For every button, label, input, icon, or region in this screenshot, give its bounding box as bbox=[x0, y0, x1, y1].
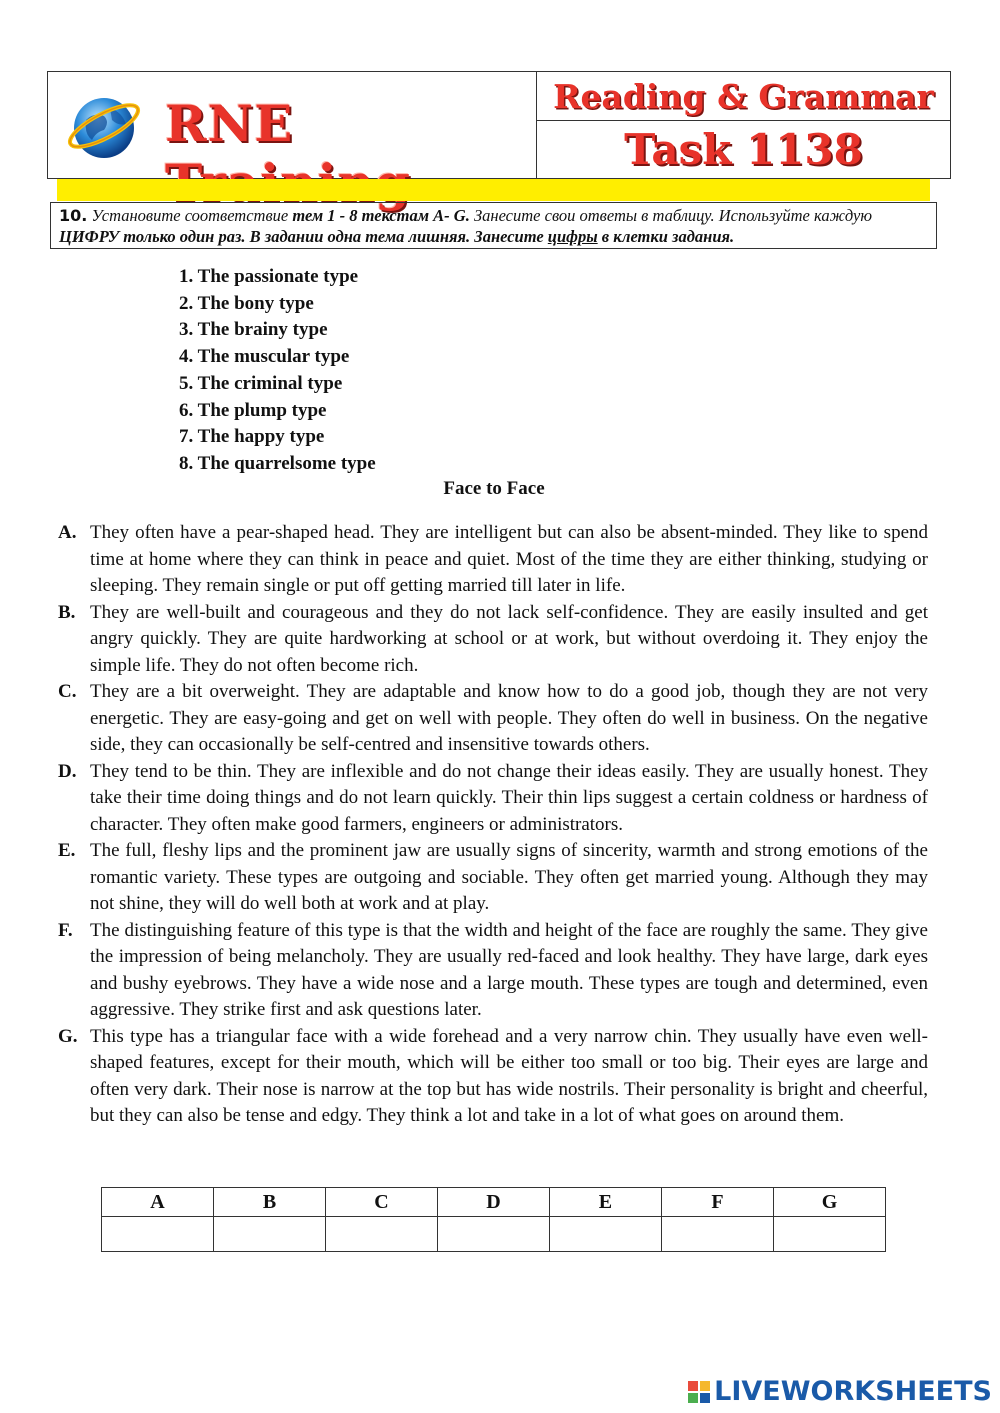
answer-header-cell: G bbox=[773, 1188, 885, 1217]
paragraph-letter: C. bbox=[58, 681, 77, 702]
topic-item: 3. The brainy type bbox=[179, 319, 328, 341]
text-paragraph bbox=[58, 600, 928, 680]
text-paragraph bbox=[58, 520, 928, 600]
answer-input-d[interactable] bbox=[437, 1217, 549, 1252]
header-task-cell bbox=[537, 72, 950, 178]
paragraph-letter: B. bbox=[58, 601, 76, 623]
instruction-part-2: тем 1 - 8 текстам A- G. bbox=[292, 206, 470, 225]
task-number: Task 1138 bbox=[624, 125, 863, 174]
paragraph-text: They are a bit overweight. They are adaptable and know how to do a good job, though they are not very energetic. They are easy-going and get on well with people. They often do well in business. On the negative side, they can occasionally be self-centred and insensitive towards others. bbox=[90, 681, 928, 755]
paragraph-letter: G. bbox=[58, 1025, 78, 1047]
paragraph-text: They often have a pear-shaped head. They are intelligent but can also be absent-minded. They like to spend time at home where they can think in peace and quiet. Most of the time they are either thinking, studying or sleeping. They remain single or put off getting married till later in life. bbox=[90, 522, 928, 596]
paragraph-text: They are well-built and courageous and they do not lack self-confidence. They are easily insulted and get angry quickly. They are quite hardworking at school or at work, but without overdoing it. They enjoy the simple life. They do not often become rich. bbox=[90, 601, 928, 676]
topic-list bbox=[179, 264, 376, 478]
paragraph-letter: A. bbox=[58, 522, 77, 543]
instruction-part-4: ЦИФРУ только один раз. В задании одна тема лишняя. Занесите bbox=[59, 227, 548, 246]
answer-header-cell: D bbox=[437, 1188, 549, 1217]
answer-header-cell: A bbox=[102, 1188, 214, 1217]
topic-item: 7. The happy type bbox=[179, 426, 325, 448]
text-paragraph bbox=[58, 918, 928, 1024]
liveworksheets-text: LIVEWORKSHEETS bbox=[714, 1376, 992, 1407]
topic-item: 1. The passionate type bbox=[179, 266, 359, 287]
instruction-part-1: Установите соответствие bbox=[87, 206, 293, 225]
text-paragraph bbox=[58, 679, 928, 759]
text-list bbox=[58, 520, 928, 1130]
task-instruction bbox=[50, 202, 937, 249]
answer-header-cell: F bbox=[661, 1188, 773, 1217]
topic-item: 8. The quarrelsome type bbox=[179, 452, 376, 474]
instruction-part-6: в клетки задания. bbox=[597, 227, 735, 246]
reading-title: Face to Face bbox=[443, 478, 545, 499]
answer-input-e[interactable] bbox=[549, 1217, 661, 1252]
answer-input-b[interactable] bbox=[214, 1217, 326, 1252]
logo-block bbox=[688, 1393, 698, 1403]
answer-input-c[interactable] bbox=[325, 1217, 437, 1252]
header bbox=[47, 71, 951, 179]
paragraph-text: The full, fleshy lips and the prominent jaw are usually signs of sincerity, warmth and strong emotions of the romantic variety. These types are outgoing and sociable. They often get married young. Although they may not shine, they will do well both at work and at play. bbox=[90, 840, 928, 914]
subject-cell bbox=[537, 72, 950, 121]
paragraph-letter: F. bbox=[58, 919, 73, 941]
answer-input-a[interactable] bbox=[102, 1217, 214, 1252]
task-cell bbox=[537, 121, 950, 178]
liveworksheets-blocks-icon bbox=[688, 1381, 710, 1403]
answer-header-row bbox=[102, 1188, 886, 1217]
paragraph-letter: D. bbox=[58, 760, 77, 782]
instruction-part-3: Занесите свои ответы в таблицу. Используйте каждую bbox=[469, 206, 872, 225]
topic-item: 4. The muscular type bbox=[179, 346, 350, 368]
topic-item: 2. The bony type bbox=[179, 292, 314, 314]
text-paragraph bbox=[58, 838, 928, 918]
answer-header-cell: B bbox=[214, 1188, 326, 1217]
answer-input-f[interactable] bbox=[661, 1217, 773, 1252]
text-paragraph bbox=[58, 1024, 928, 1130]
task-item-number: 10. bbox=[59, 206, 88, 225]
globe-logo-icon bbox=[64, 86, 144, 166]
instruction-part-5: цифры bbox=[547, 227, 598, 246]
text-paragraph bbox=[58, 759, 928, 839]
logo-block bbox=[688, 1381, 698, 1391]
topic-item: 6. The plump type bbox=[179, 399, 327, 421]
answer-header-cell: E bbox=[549, 1188, 661, 1217]
answer-input-row bbox=[102, 1217, 886, 1252]
paragraph-letter: E. bbox=[58, 840, 76, 861]
yellow-divider bbox=[57, 179, 930, 201]
answer-input-g[interactable] bbox=[773, 1217, 885, 1252]
paragraph-text: They tend to be thin. They are inflexible and do not change their ideas easily. They are usually honest. They take their time doing things and do not learn quickly. Their thin lips suggest a certain coldness or hardness of character. They often make good farmers, engineers or administrators. bbox=[90, 760, 928, 835]
logo-block bbox=[700, 1381, 710, 1391]
answer-table bbox=[101, 1187, 886, 1252]
paragraph-text: This type has a triangular face with a wide forehead and a very narrow chin. They usually have even well-shaped features, except for their mouth, which will be either too small or too big. Their eyes are large and often very dark. Their nose is narrow at the top but has wide nostrils. Their personality is bright and cheerful, but they can also be tense and edgy. They think a lot and take in a lot of what goes on around them. bbox=[90, 1025, 928, 1126]
topic-item: 5. The criminal type bbox=[179, 372, 343, 394]
subject-title: Reading & Grammar bbox=[553, 76, 934, 116]
paragraph-text: The distinguishing feature of this type is that the width and height of the face are roughly the same. They give the impression of being melancholy. They are usually red-faced and look healthy. They have large, dark eyes and bushy eyebrows. They have a wide nose and a large mouth. These types are tough and determined, even aggressive. They strike first and ask questions later. bbox=[90, 919, 928, 1020]
logo-block bbox=[700, 1393, 710, 1403]
brand-title: RNE bbox=[165, 94, 294, 153]
header-brand-cell bbox=[48, 72, 537, 178]
liveworksheets-logo[interactable] bbox=[688, 1376, 992, 1407]
answer-header-cell: C bbox=[325, 1188, 437, 1217]
